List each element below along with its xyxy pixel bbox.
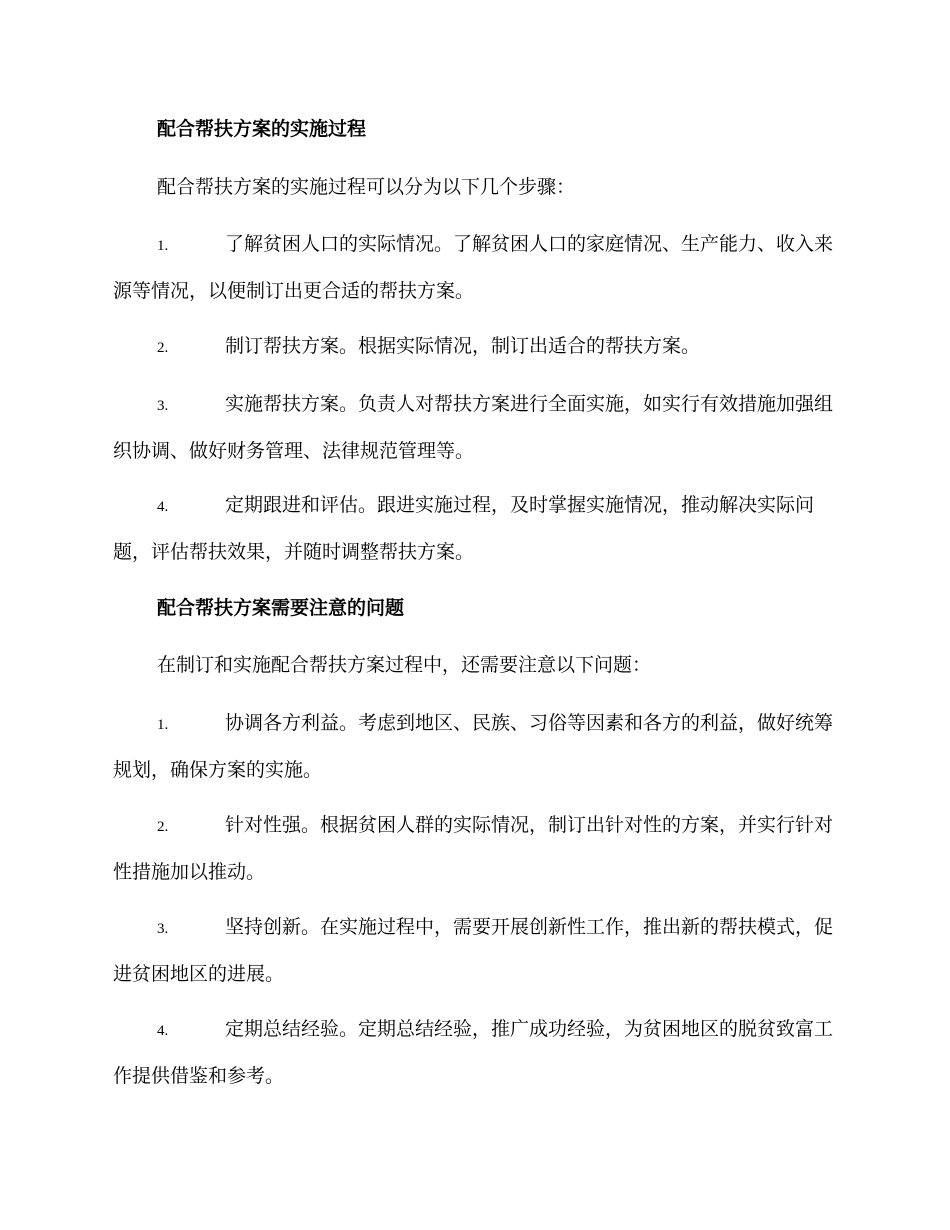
section-1-item-3	[113, 382, 833, 474]
item-text: 了解贫困人口的实际情况。了解贫困人口的家庭情况、生产能力、收入来源等情况，以便制订出更合适的帮扶方案。	[113, 233, 834, 302]
item-text: 针对性强。根据贫困人群的实际情况，制订出针对性的方案，并实行针对性措施加以推动。	[113, 814, 834, 883]
section-1-heading: 配合帮扶方案的实施过程	[157, 118, 367, 140]
section-1-item-1	[113, 222, 833, 314]
section-1-intro: 配合帮扶方案的实施过程可以分为以下几个步骤：	[157, 176, 576, 198]
section-2-item-4	[113, 1007, 833, 1099]
item-number: 3.	[157, 398, 169, 414]
section-2-item-3	[113, 905, 833, 997]
item-text: 制订帮扶方案。根据实际情况，制订出适合的帮扶方案。	[225, 335, 701, 357]
item-number: 4.	[157, 499, 169, 515]
item-number: 1.	[157, 238, 169, 254]
item-text: 坚持创新。在实施过程中，需要开展创新性工作，推出新的帮扶模式，促进贫困地区的进展。	[113, 916, 834, 985]
item-number: 4.	[157, 1023, 169, 1039]
item-text: 实施帮扶方案。负责人对帮扶方案进行全面实施，如实行有效措施加强组织协调、做好财务管理、法律规范管理等。	[113, 393, 834, 462]
item-text: 定期总结经验。定期总结经验，推广成功经验，为贫困地区的脱贫致富工作提供借鉴和参考。	[113, 1018, 834, 1087]
item-number: 2.	[157, 340, 169, 356]
section-2-item-1	[113, 701, 833, 793]
item-text: 协调各方利益。考虑到地区、民族、习俗等因素和各方的利益，做好统筹规划，确保方案的实施。	[113, 712, 834, 781]
item-text: 定期跟进和评估。跟进实施过程，及时掌握实施情况，推动解决实际问题，评估帮扶效果，并随时调整帮扶方案。	[113, 494, 815, 563]
section-2-intro: 在制订和实施配合帮扶方案过程中，还需要注意以下问题：	[157, 654, 652, 676]
section-2-heading: 配合帮扶方案需要注意的问题	[157, 597, 405, 619]
section-2-item-2	[113, 803, 833, 895]
item-number: 1.	[157, 717, 169, 733]
item-number: 3.	[157, 921, 169, 937]
section-1-item-2	[113, 324, 833, 371]
item-number: 2.	[157, 819, 169, 835]
section-1-item-4	[113, 483, 833, 575]
